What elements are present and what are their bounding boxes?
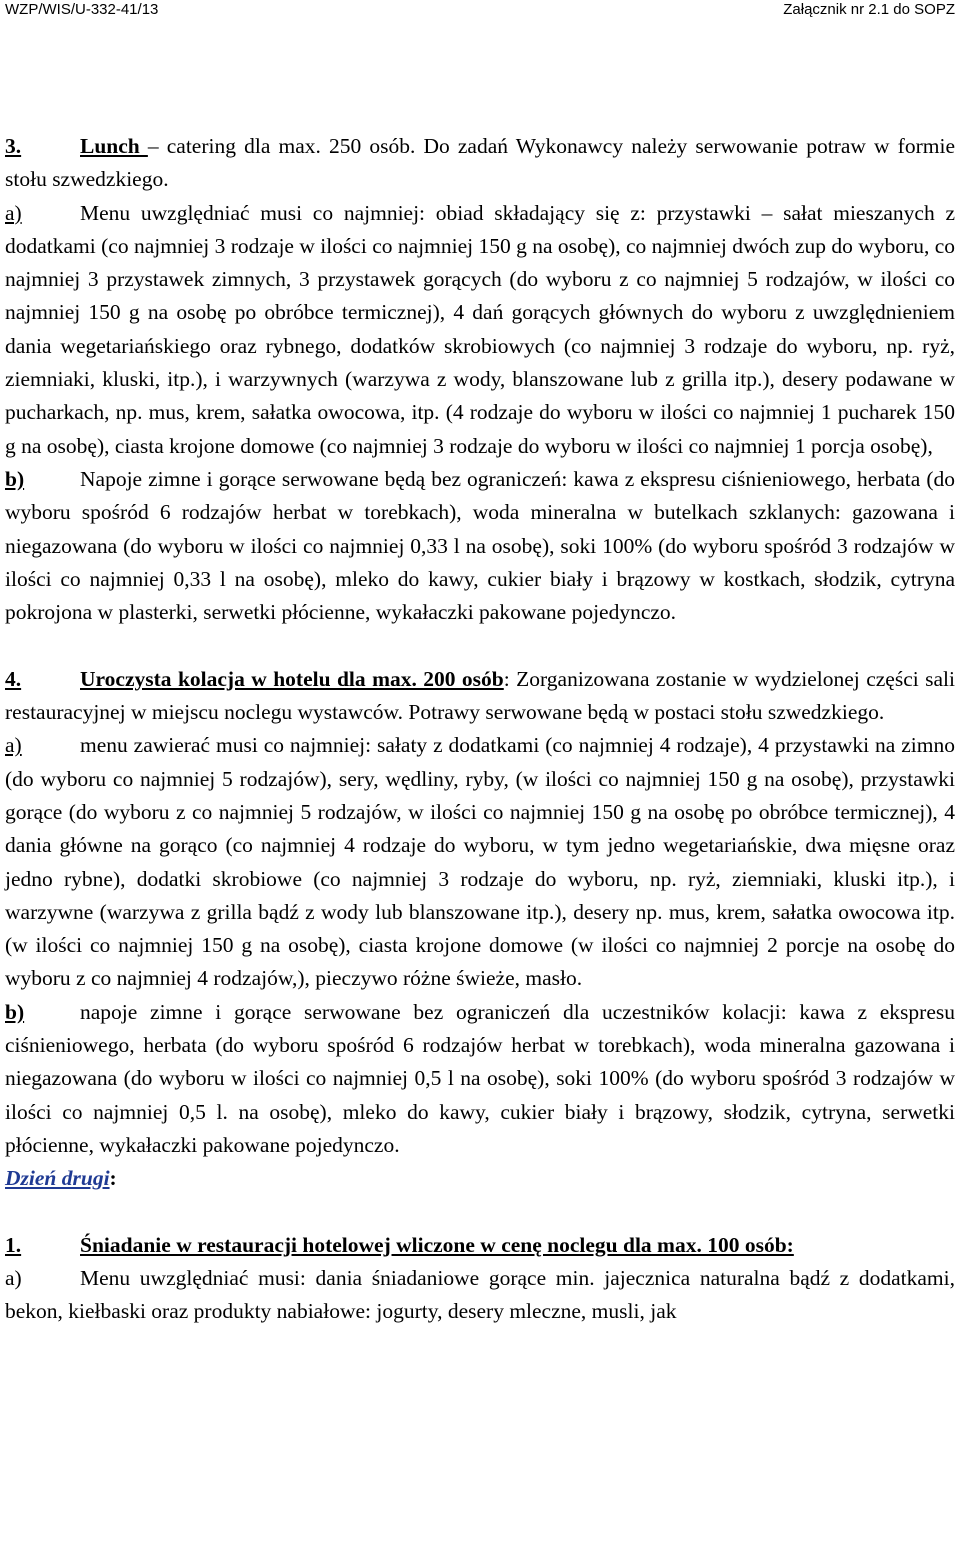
item-text: Menu uwzględniać musi: dania śniadaniowe gorące min. jajecznica naturalna bądź z dodatkami, bekon, kiełbaski oraz produkty nabiałowe: jogurty, desery mleczne, musli, jak: [5, 1266, 955, 1324]
section-3-heading: [5, 130, 955, 197]
day-two-section-1-item-a: [5, 1262, 955, 1329]
day-title: Dzień drugi: [5, 1166, 110, 1191]
item-text: Menu uwzględniać musi co najmniej: obiad składający się z: przystawki – sałat mieszanych z dodatkami (co najmniej 3 rodzaje w ilości co najmniej 150 g na osobę), co najmniej dwóch zup do wyboru, co najmniej 3 przystawek zimnych, 3 przystawek gorących (do wyboru z co najmniej 5 rodzajów, w ilości co najmniej 150 g na osobę po obróbce termicznej), 4 dań gorących głównych do wyboru z uwzględnieniem dania wegetariańskiego oraz rybnego, dodatków skrobiowych (co najmniej 3 rodzaje do wyboru, np. ryż, ziemniaki, kluski, itp.), i warzywnych (warzywa z wody, blanszowane lub z grilla itp.), desery podawane w pucharkach, np. mus, krem, sałatka owocowa, itp. (4 rodzaje do wyboru w ilości co najmniej 1 pucharek 150 g na osobę), ciasta krojone domowe (co najmniej 3 rodzaje do wyboru w ilości co najmniej 1 porcja osobę),: [5, 200, 955, 458]
section-4-item-a: [5, 729, 955, 995]
item-text: napoje zimne i gorące serwowane bez ograniczeń dla uczestników kolacji: kawa z ekspresu ciśnieniowego, herbata (do wyboru spośród 6 rodzajów herbat w torebkach), woda mineralna gazowana i niegazowana (do wyboru w ilości co najmniej 0,5 l na osobę), soki 100% (do wyboru spośród 3 rodzajów w ilości co najmniej 0,5 l. na osobę), mleko do kawy, cukier biały i brązowy, słodzik, cytryna, serwetki płócienne, wykałaczki pakowane pojedynczo.: [5, 999, 955, 1157]
item-text: menu zawierać musi co najmniej: sałaty z dodatkami (co najmniej 4 rodzaje), 4 przystawki na zimno (do wyboru co najmniej 5 rodzajów), sery, wędliny, ryby, (w ilości co najmniej 150 g na osobę), przystawki gorące (do wyboru z co najmniej 5 rodzajów, w ilości co najmniej 150 g na osobę po obróbce termicznej), 4 dania główne na gorąco (co najmniej 4 rodzaje do wyboru, w tym jedno wegetariańskie, dwa mięsne oraz jedno rybne), dodatki skrobiowe (co najmniej 3 rodzaje do wyboru, np. ryż, ziemniaki, kluski itp.), i warzywne (warzywa z grilla bądź z wody lub blanszowane itp.), desery np. mus, krem, sałatka owocowa itp. (w ilości co najmniej 150 g na osobę), ciasta krojone domowe (w ilości co najmniej 2 porcje na osobę do wyboru z co najmniej 4 rodzajów,), pieczywo różne świeże, masło.: [5, 733, 955, 991]
section-title: Śniadanie w restauracji hotelowej wliczone w cenę noclegu dla max. 100 osób:: [80, 1232, 794, 1257]
document-reference: WZP/WIS/U-332-41/13: [5, 1, 159, 18]
section-number: 1.: [5, 1232, 22, 1257]
section-4-heading: [5, 663, 955, 730]
item-label: a): [5, 200, 22, 225]
item-label: b): [5, 466, 25, 491]
section-title: Lunch: [80, 134, 148, 158]
item-label: a): [5, 733, 22, 758]
section-text: : Zorganizowana zostanie w wydzielonej części sali restauracyjnej w miejscu noclegu wystawców. Potrawy serwowane będą w postaci stołu szwedzkiego.: [5, 666, 955, 725]
spacer: [5, 629, 955, 662]
section-text: – catering dla max. 250 osób. Do zadań Wykonawcy należy serwowanie potraw w formie stołu szwedzkiego.: [5, 134, 955, 192]
page-header: [0, 0, 960, 20]
section-title: Uroczysta kolacja w hotelu dla max. 200 osób: [80, 666, 504, 691]
section-3-item-a: [5, 197, 955, 463]
day-title-colon: :: [109, 1166, 117, 1191]
item-label: a): [5, 1266, 22, 1291]
day-two-heading: [5, 1162, 955, 1195]
section-number: 3.: [5, 134, 22, 158]
document-body: [5, 130, 955, 1329]
section-number: 4.: [5, 666, 22, 691]
item-text: Napoje zimne i gorące serwowane będą bez ograniczeń: kawa z ekspresu ciśnieniowego, herbata (do wyboru spośród 6 rodzajów herbat w torebkach), woda mineralna w butelkach szklanych: gazowana i niegazowana (do wyboru w ilości co najmniej 0,33 l na osobę), soki 100% (do wyboru spośród 3 rodzajów w ilości co najmniej 0,33 l na osobę), mleko do kawy, cukier biały i brązowy w kostkach, słodzik, cytryna pokrojona w plasterki, serwetki płócienne, wykałaczki pakowane pojedynczo.: [5, 466, 955, 625]
item-label: b): [5, 999, 25, 1024]
attachment-label: Załącznik nr 2.1 do SOPZ: [783, 1, 955, 18]
section-3-item-b: [5, 463, 955, 629]
spacer: [5, 1196, 955, 1229]
section-4-item-b: [5, 996, 955, 1162]
day-two-section-1-heading: [5, 1229, 955, 1262]
